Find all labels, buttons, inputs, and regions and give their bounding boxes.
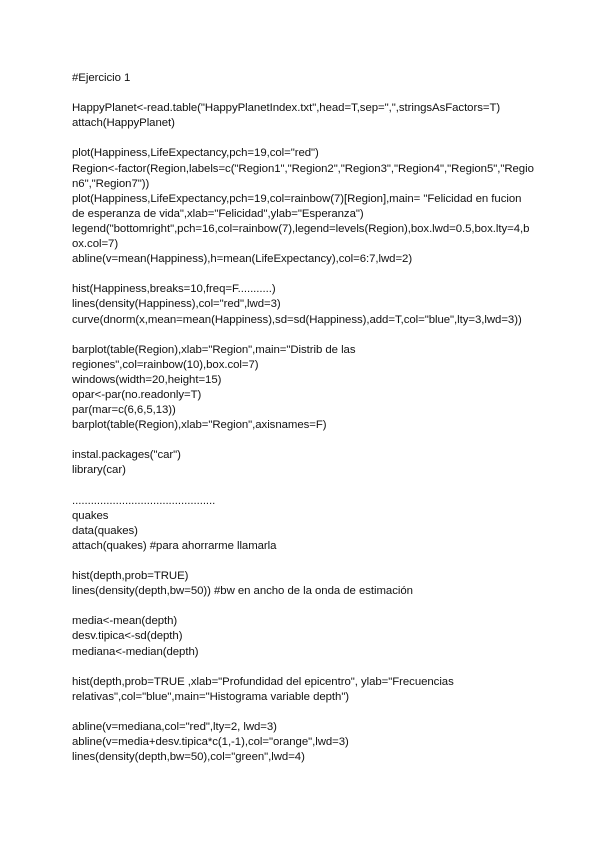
blank-line [72, 479, 532, 494]
code-line: library(car) [72, 464, 126, 477]
code-line: abline(v=media+desv.tipica*c(1,-1),col="orange",lwd=3) [72, 736, 349, 749]
code-line: n6","Region7")) [72, 177, 150, 190]
blank-line [72, 328, 532, 343]
code-line: barplot(table(Region),xlab="Region",main="Distrib de las [72, 343, 356, 356]
code-line: media<-mean(depth) [72, 615, 178, 628]
code-line: de esperanza de vida",xlab="Felicidad",ylab="Esperanza") [72, 207, 364, 220]
blank-line [72, 86, 532, 101]
blank-line [72, 267, 532, 282]
document-body [72, 71, 532, 765]
blank-line [72, 554, 532, 569]
code-line: abline(v=mean(Happiness),h=mean(LifeExpectancy),col=6:7,lwd=2) [72, 253, 413, 266]
code-line: .............................................. [72, 494, 216, 507]
code-line: instal.packages("car") [72, 449, 181, 462]
blank-line [72, 705, 532, 720]
blank-line [72, 433, 532, 448]
code-line: opar<-par(no.readonly=T) [72, 388, 202, 401]
code-line: #Ejercicio 1 [72, 72, 131, 84]
blank-line [72, 660, 532, 675]
code-line: data(quakes) [72, 524, 138, 537]
code-line: lines(density(Happiness),col="red",lwd=3) [72, 298, 281, 311]
code-line: abline(v=mediana,col="red",lty=2, lwd=3) [72, 721, 277, 734]
code-line: Region<-factor(Region,labels=c("Region1","Region2","Region3","Region4","Region5","Regio [72, 162, 534, 175]
code-line: desv.tipica<-sd(depth) [72, 630, 183, 643]
code-line: curve(dnorm(x,mean=mean(Happiness),sd=sd(Happiness),add=T,col="blue",lty=3,lwd=3)) [72, 313, 522, 326]
code-line: HappyPlanet<-read.table("HappyPlanetIndex.txt",head=T,sep=",",stringsAsFactors=T) [72, 102, 501, 115]
code-line: lines(density(depth,bw=50)) #bw en ancho de la onda de estimación [72, 585, 413, 598]
code-line: relativas",col="blue",main="Histograma variable depth") [72, 690, 350, 703]
code-line: quakes [72, 509, 109, 522]
code-line: lines(density(depth,bw=50),col="green",lwd=4) [72, 751, 305, 764]
code-line: hist(depth,prob=TRUE) [72, 570, 189, 583]
code-line: ox.col=7) [72, 238, 119, 251]
code-line: hist(depth,prob=TRUE ,xlab="Profundidad del epicentro", ylab="Frecuencias [72, 675, 454, 688]
code-line: par(mar=c(6,6,5,13)) [72, 404, 176, 417]
code-line: plot(Happiness,LifeExpectancy,pch=19,col=rainbow(7)[Region],main= "Felicidad en fucion [72, 192, 522, 205]
code-line: windows(width=20,height=15) [72, 373, 222, 386]
code-line: barplot(table(Region),xlab="Region",axisnames=F) [72, 419, 327, 432]
code-line: hist(Happiness,breaks=10,freq=F...........) [72, 283, 276, 296]
code-line: plot(Happiness,LifeExpectancy,pch=19,col="red") [72, 147, 319, 160]
code-line: attach(HappyPlanet) [72, 117, 175, 130]
code-line: attach(quakes) #para ahorrarme llamarla [72, 539, 277, 552]
code-line: regiones",col=rainbow(10),box.col=7) [72, 358, 259, 371]
blank-line [72, 131, 532, 146]
blank-line [72, 599, 532, 614]
code-line: mediana<-median(depth) [72, 645, 199, 658]
code-line: legend("bottomright",pch=16,col=rainbow(7),legend=levels(Region),box.lwd=0.5,box.lty=4,b [72, 222, 530, 235]
